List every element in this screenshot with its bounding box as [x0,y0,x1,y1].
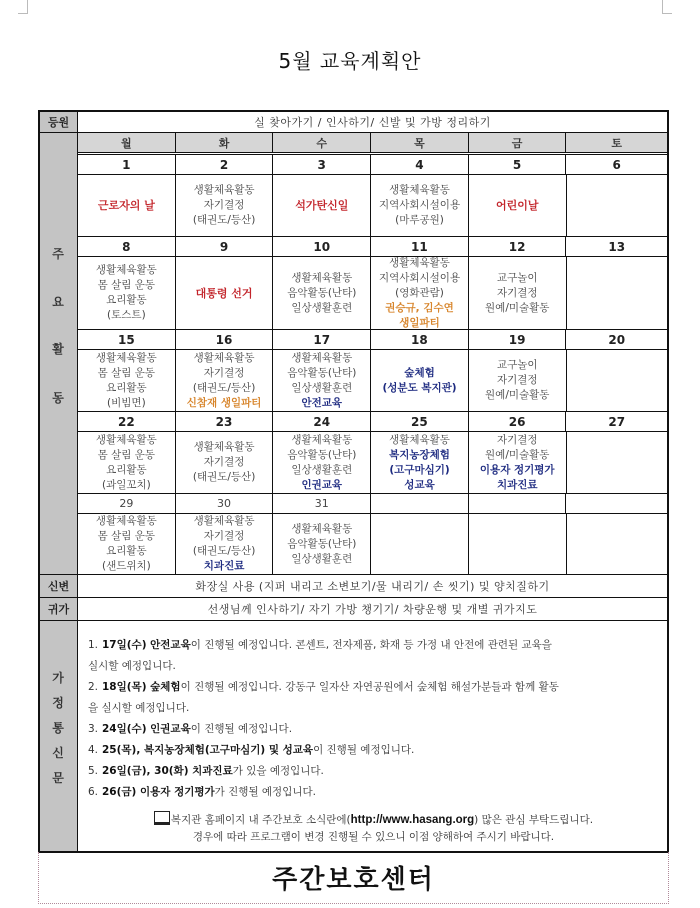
newsletter-item [88,761,659,782]
item-highlight: 24일(수) 인권교육 [102,723,191,735]
activity-cell [273,432,371,493]
activity-cell [567,514,667,574]
activity-line: 일상생활훈련 [291,381,353,394]
activity-cell [273,514,371,574]
date-cell: 26 [469,412,567,431]
activity-line: 일상생활훈련 [291,301,353,314]
activity-line: 몸 살림 운동 [97,448,156,461]
activity-line: 생활체육활동 [291,433,353,446]
label-char: 요 [52,295,64,309]
newsletter-item-continuation: 실시할 예정입니다. [88,660,176,672]
item-text: 가 진행될 예정입니다. [214,786,316,798]
activity-line: 원예/미술활동 [485,448,550,461]
date-cell [566,494,667,513]
weekday-mon: 월 [78,133,176,152]
newsletter-item [88,719,659,740]
activity-line: 생활체육활동 [95,515,157,527]
page-title: 5월 교육계획안 [278,49,422,73]
activity-cell [176,175,274,236]
activity-cell [469,175,567,236]
newsletter-item [88,740,659,761]
date-cell: 17 [273,330,371,349]
activity-cell [469,350,567,411]
activity-line: 교구놀이 [496,271,538,284]
activity-line: 음악활동(난타) [287,366,357,379]
newsletter-footer-line1: 복지관 홈페이지 내 주간보호 소식란에(http://www.hasang.org) 많은 관심 부탁드립니다. [88,811,659,829]
activity-cell [273,350,371,411]
activity-line: (태권도/등산) [192,214,256,226]
activity-line: 원예/미술활동 [485,301,550,314]
activity-cell [78,257,176,329]
special-event-label: 치과진료 [496,478,538,491]
activity-line: 몸 살림 운동 [97,530,156,542]
date-cell: 9 [176,237,274,256]
computer-icon [154,811,170,825]
date-cell: 31 [273,494,371,513]
item-text: 이 진행될 예정입니다. [313,744,415,756]
activity-line: (비빔면) [107,396,146,409]
newsletter-footer-line2: 경우에 따라 프로그램이 변경 진행될 수 있으니 이점 양해하여 주시기 바랍니다. [192,831,555,843]
activity-line: (토스트) [107,309,146,321]
date-cell: 2 [176,155,274,174]
activity-line: 생활체육활동 [193,351,255,364]
activity-cell [176,350,274,411]
activity-line: 요리활동 [106,294,147,306]
date-cell: 15 [78,330,176,349]
center-name: 주간보호센터 [38,852,669,904]
newsletter-content [78,621,667,851]
activity-cell [469,432,567,493]
activity-line: (태권도/등산) [192,381,256,394]
date-cell: 13 [608,239,626,254]
weekday-tue: 화 [176,133,274,152]
special-event-label: 복지농장체험 [389,448,450,461]
activity-cell [176,514,274,574]
special-event-label: 숲체험 [404,366,435,379]
item-number: 4. [88,744,99,756]
activity-row [78,432,667,494]
activity-line: 일상생활훈련 [291,463,353,476]
item-highlight: 26(금) 이용자 정기평가 [102,786,215,798]
activity-line: (마루공원) [395,214,444,226]
activity-cell [78,175,176,236]
item-number: 3. [88,723,99,735]
date-cell: 27 [608,414,626,429]
activity-line: 교구놀이 [496,359,538,371]
special-event-label: 인권교육 [301,478,343,491]
activity-row [78,350,667,412]
activity-row [78,175,667,237]
departure-text: 선생님께 인사하기/ 자기 가방 챙기기/ 차량운행 및 개별 귀가지도 [207,603,538,616]
activity-cell [567,257,667,329]
date-row [78,412,667,432]
item-number: 5. [88,765,99,777]
activity-line: 요리활동 [106,463,147,476]
activity-cell [567,350,667,411]
date-row [78,155,667,175]
arrival-row [40,112,667,133]
newsletter-row [40,621,667,851]
departure-row [40,598,667,621]
label-char: 신 [52,746,64,760]
label-char: 주 [52,247,64,261]
special-event-label: (고구마심기) [389,463,450,476]
item-highlight: 25(목), 복지농장체험(고구마심기) 및 성교육 [102,744,314,756]
date-cell: 18 [371,330,469,349]
arrival-text: 실 찾아가기 / 인사하기/ 신발 및 가방 정리하기 [254,116,491,129]
special-event-label: 치과진료 [203,560,245,572]
date-cell: 24 [273,412,371,431]
weekday-thu: 목 [371,133,469,152]
holiday-label: 어린이날 [495,199,539,212]
special-event-label: 이용자 정기평가 [479,463,555,476]
arrival-label: 등원 [40,112,78,132]
activity-row [78,257,667,330]
activity-cell [78,350,176,411]
activity-cell [273,175,371,236]
date-cell: 5 [469,155,567,174]
education-plan-table [38,110,669,853]
activity-cell [469,514,567,574]
label-char: 통 [52,721,64,735]
activity-row [78,514,667,574]
activity-line: 음악활동(난타) [287,448,357,461]
activity-line: 생활체육활동 [95,264,157,276]
activity-line: 생활체육활동 [193,184,255,196]
activity-line: 지역사회시설이용 [378,199,461,211]
date-cell [371,494,469,513]
birthday-label: 권승규, 김수연 [385,301,454,314]
special-event-label: 안전교육 [301,396,343,409]
date-cell [469,494,567,513]
activity-line: 요리활동 [106,381,147,394]
activity-cell [371,432,469,493]
activity-line: 원예/미술활동 [485,389,550,401]
activity-cell [78,432,176,493]
newsletter-item [88,677,659,698]
item-text: 이 진행될 예정입니다. 강동구 일자산 자연공원에서 숲체험 해설가분들과 함께 활동 [180,681,559,693]
date-row [78,330,667,350]
date-cell: 1 [78,155,176,174]
label-char: 문 [52,771,64,785]
newsletter-item [88,635,659,656]
activity-line: 생활체육활동 [389,433,450,446]
activity-line: 생활체육활동 [193,441,255,453]
date-cell: 19 [469,330,567,349]
item-text: 이 진행될 예정입니다. 콘센트, 전자제품, 화재 등 가정 내 안전에 관련된 교육을 [190,639,552,651]
date-cell: 20 [608,332,626,347]
item-highlight: 17일(수) 안전교육 [102,639,191,651]
date-cell: 3 [273,155,371,174]
activity-line: 지역사회시설이용 [378,271,461,284]
activity-cell [273,257,371,329]
item-text: 가 있을 예정입니다. [232,765,324,777]
activity-line: 생활체육활동 [95,351,157,364]
activity-line: 자기결정 [203,366,245,379]
item-number: 1. [88,639,99,651]
label-char: 동 [52,391,64,405]
date-cell: 25 [371,412,469,431]
activity-line: 생활체육활동 [291,271,353,284]
date-cell: 8 [78,237,176,256]
activity-line: (샌드위치) [101,560,151,572]
date-cell: 6 [612,157,621,172]
activity-cell [371,514,469,574]
main-activities-section [40,133,667,575]
activity-cell [371,257,469,329]
activity-line: 음악활동(난타) [287,537,357,550]
activity-cell [176,257,274,329]
date-cell: 29 [78,494,176,513]
birthday-label: 생일파티 [399,316,440,329]
activity-line: 자기결정 [496,286,538,299]
activity-line: 생활체육활동 [389,184,450,196]
main-activities-label [40,133,78,574]
newsletter-item-continuation: 을 실시할 예정입니다. [88,702,190,714]
date-row [78,237,667,257]
holiday-label: 석가탄신일 [295,199,349,212]
activity-line: 생활체육활동 [95,433,157,446]
activity-line: 생활체육활동 [291,351,353,364]
label-char: 가 [52,671,64,685]
activity-line: 자기결정 [496,374,538,386]
date-cell: 30 [176,494,274,513]
page-corner-mark-left [18,0,28,14]
activity-cell [78,514,176,574]
activity-line: 음악활동(난타) [287,286,357,299]
personal-care-row [40,575,667,598]
date-cell: 22 [78,412,176,431]
weekday-sat: 토 [566,133,667,152]
homepage-link[interactable]: http://www.hasang.org [350,814,475,826]
activity-line: 자기결정 [496,433,538,446]
personal-care-text: 화장실 사용 (지퍼 내리고 소변보기/물 내리기/ 손 씻기) 및 양치질하기 [195,580,550,593]
activity-line: 자기결정 [203,456,245,468]
activity-cell [176,432,274,493]
activity-cell [371,175,469,236]
date-cell: 16 [176,330,274,349]
newsletter-item [88,782,659,803]
activity-line: 몸 살림 운동 [97,366,156,379]
activity-line: (영화관람) [395,286,444,299]
item-text: 이 진행될 예정입니다. [190,723,293,735]
item-highlight: 18일(목) 숲체험 [102,681,181,693]
newsletter-footer [88,811,659,846]
birthday-label: 신참재 생일파티 [186,396,262,409]
holiday-label: 대통령 선거 [195,286,253,300]
activity-line: (태권도/등산) [192,471,256,483]
activity-line: 몸 살림 운동 [97,279,156,291]
page-corner-mark-right [662,0,672,14]
date-cell: 10 [273,237,371,256]
activity-cell [371,350,469,411]
activity-cell [469,257,567,329]
activity-line: (과일꼬치) [101,478,151,491]
activity-cell [567,432,667,493]
activity-line: 요리활동 [106,545,147,557]
special-event-label: 성교육 [404,478,435,491]
activity-line: 생활체육활동 [389,257,450,269]
special-event-label: (성분도 복지관) [382,381,457,394]
item-number: 2. [88,681,99,693]
personal-care-label: 신변 [40,575,78,597]
activity-line: 생활체육활동 [291,522,353,535]
item-highlight: 26일(금), 30(화) 치과진료 [102,765,233,777]
label-char: 정 [52,696,64,710]
weekday-header-row [78,133,667,155]
newsletter-label [40,621,78,851]
departure-label: 귀가 [40,598,78,620]
activity-line: (태권도/등산) [192,545,256,557]
activity-line: 자기결정 [203,199,245,211]
date-cell: 23 [176,412,274,431]
weekday-fri: 금 [469,133,567,152]
activity-line: 자기결정 [203,530,245,542]
weekday-wed: 수 [273,133,371,152]
date-row [78,494,667,514]
item-number: 6. [88,786,99,798]
date-cell: 4 [371,155,469,174]
activity-line: 생활체육활동 [193,515,255,527]
date-cell: 12 [469,237,567,256]
calendar-grid [78,133,667,574]
label-char: 활 [52,342,64,356]
activity-line: 일상생활훈련 [291,552,353,565]
holiday-label: 근로자의 날 [97,199,155,212]
activity-cell [567,175,667,236]
date-cell: 11 [371,237,469,256]
